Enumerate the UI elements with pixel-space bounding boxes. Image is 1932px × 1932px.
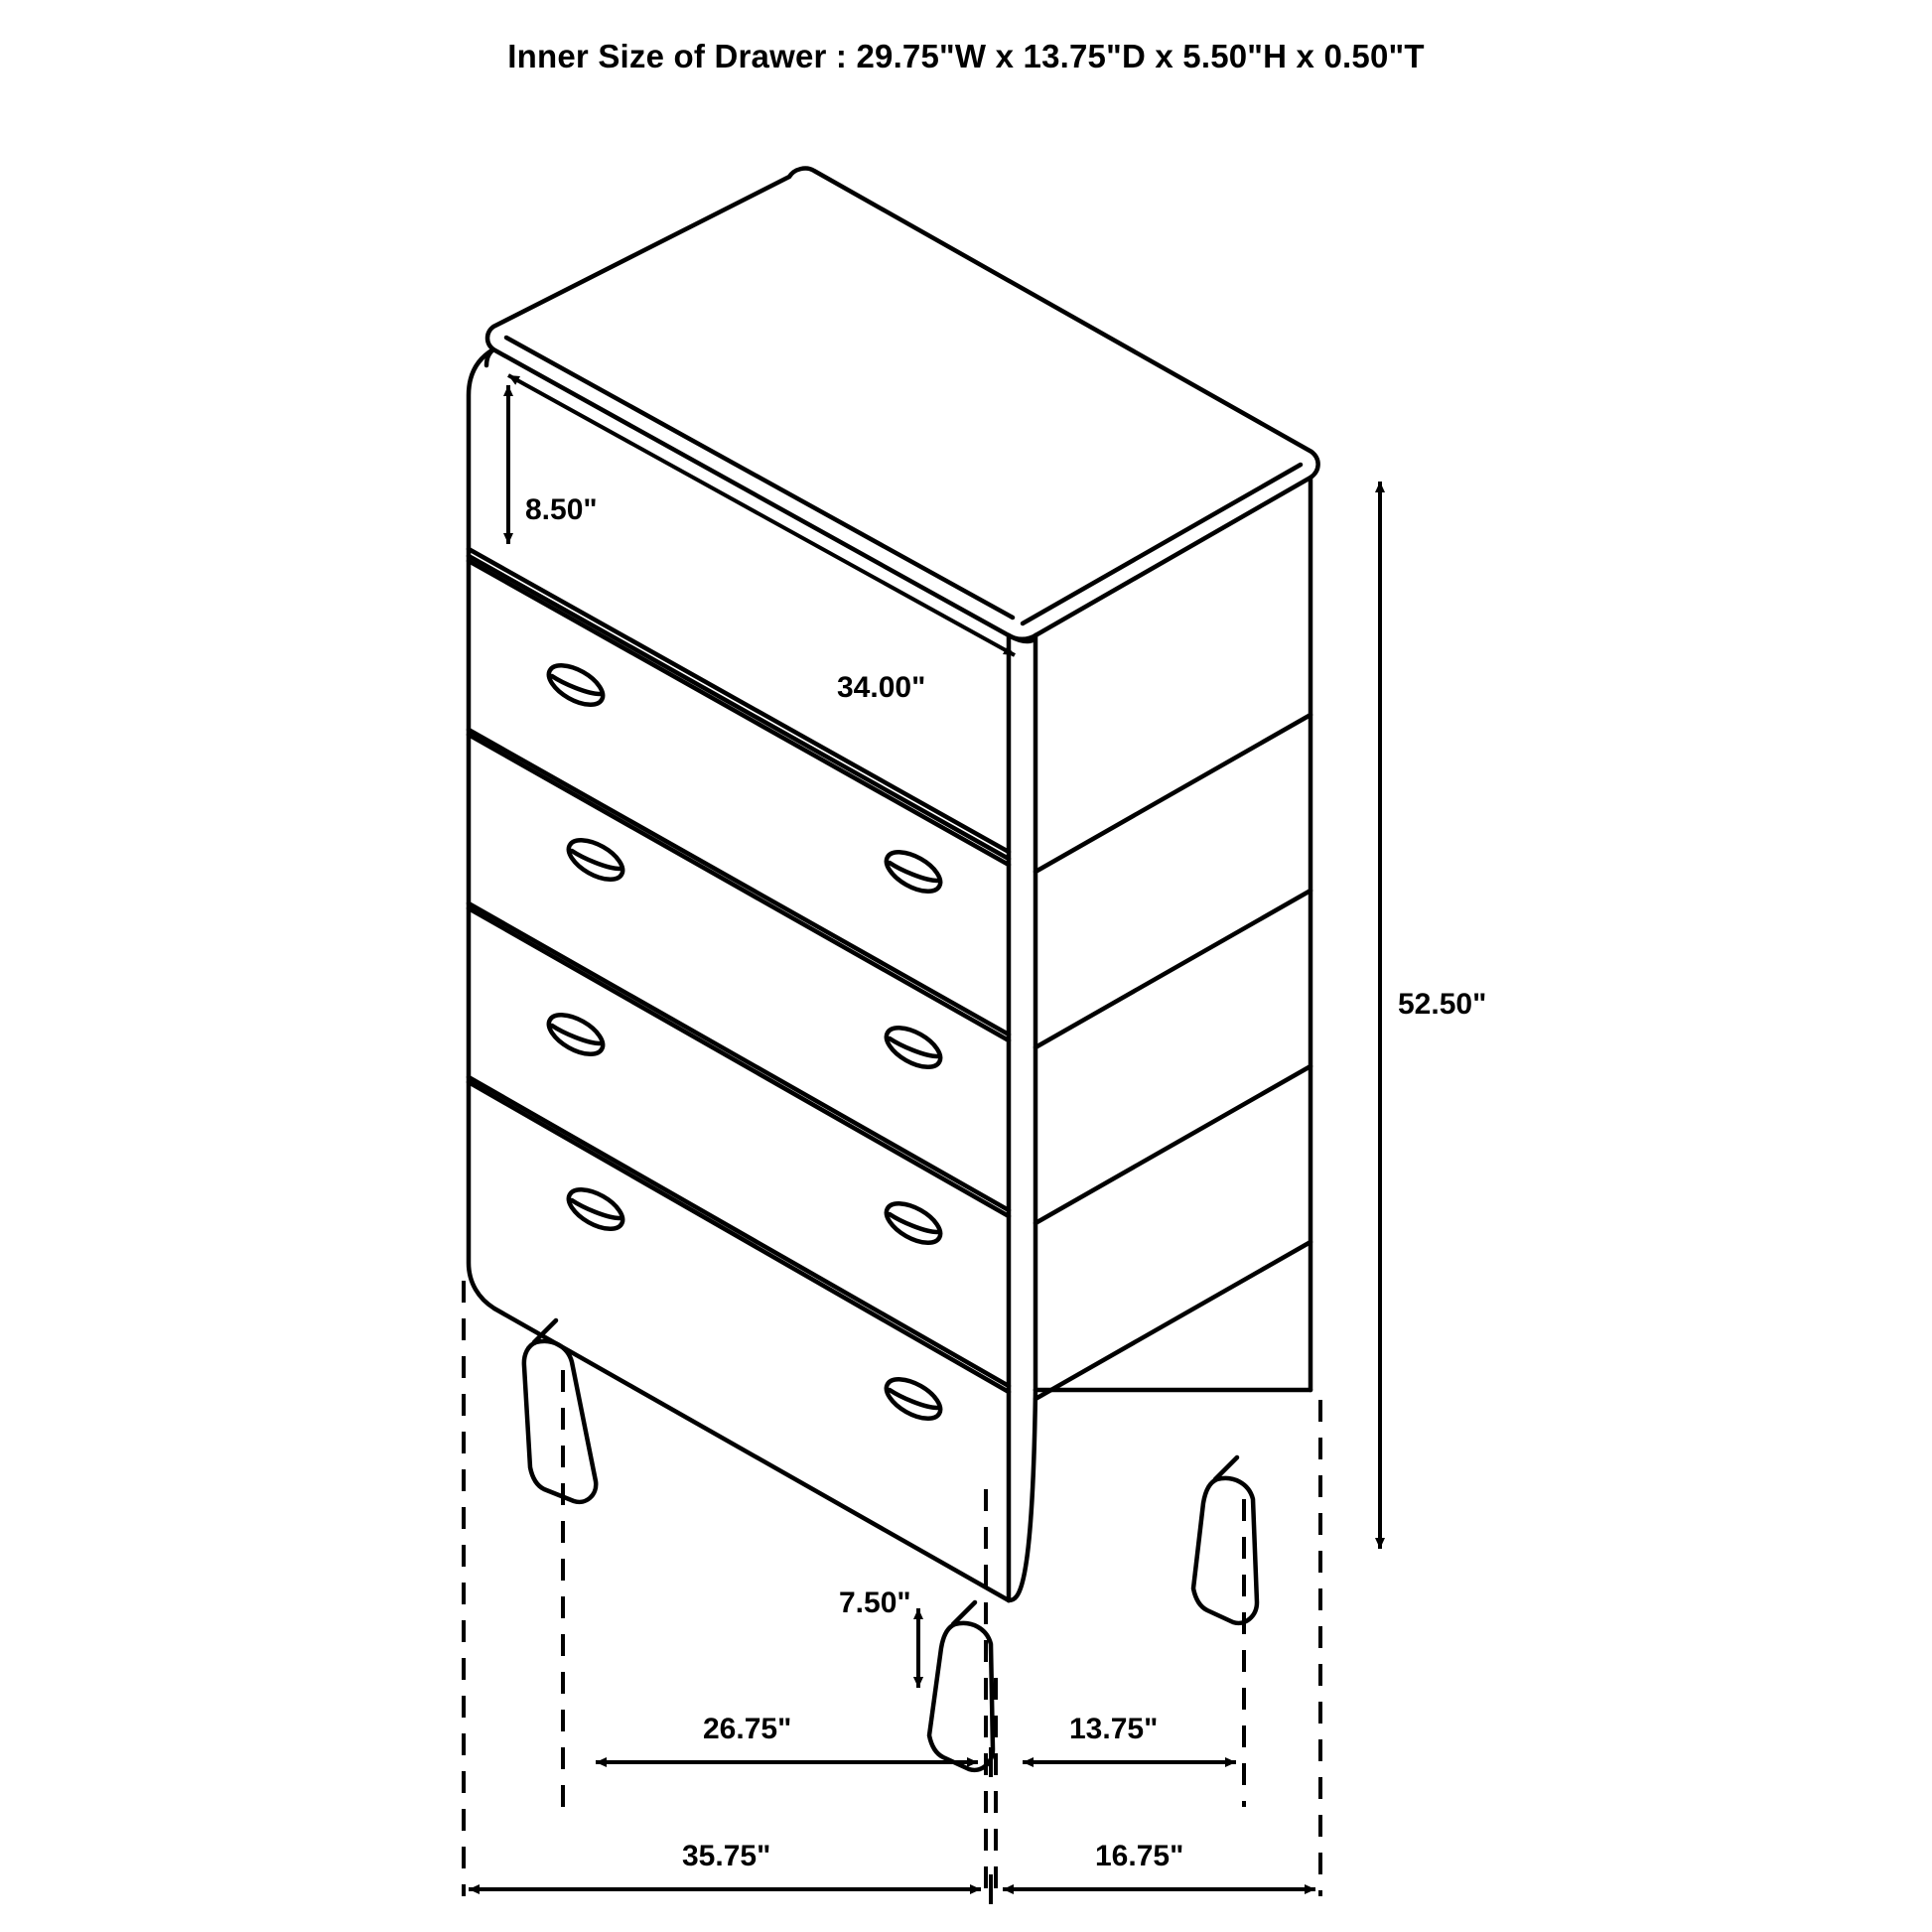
dimension-arrows — [469, 375, 1380, 1904]
dimension-label-35-75: 35.75" — [682, 1840, 771, 1872]
dimension-label-34-00: 34.00" — [837, 671, 926, 704]
dimension-label-13-75: 13.75" — [1069, 1713, 1159, 1745]
dimension-label-26-75: 26.75" — [703, 1713, 792, 1745]
page-title: Inner Size of Drawer : 29.75"W x 13.75"D x 5.50"H x 0.50"T — [507, 38, 1425, 74]
dimension-label-52-50: 52.50" — [1398, 988, 1487, 1021]
dimension-label-7-50: 7.50" — [839, 1587, 911, 1619]
dimension-label-8-50: 8.50" — [525, 493, 598, 526]
dimension-label-16-75: 16.75" — [1095, 1840, 1184, 1872]
chest-body — [469, 169, 1318, 1770]
